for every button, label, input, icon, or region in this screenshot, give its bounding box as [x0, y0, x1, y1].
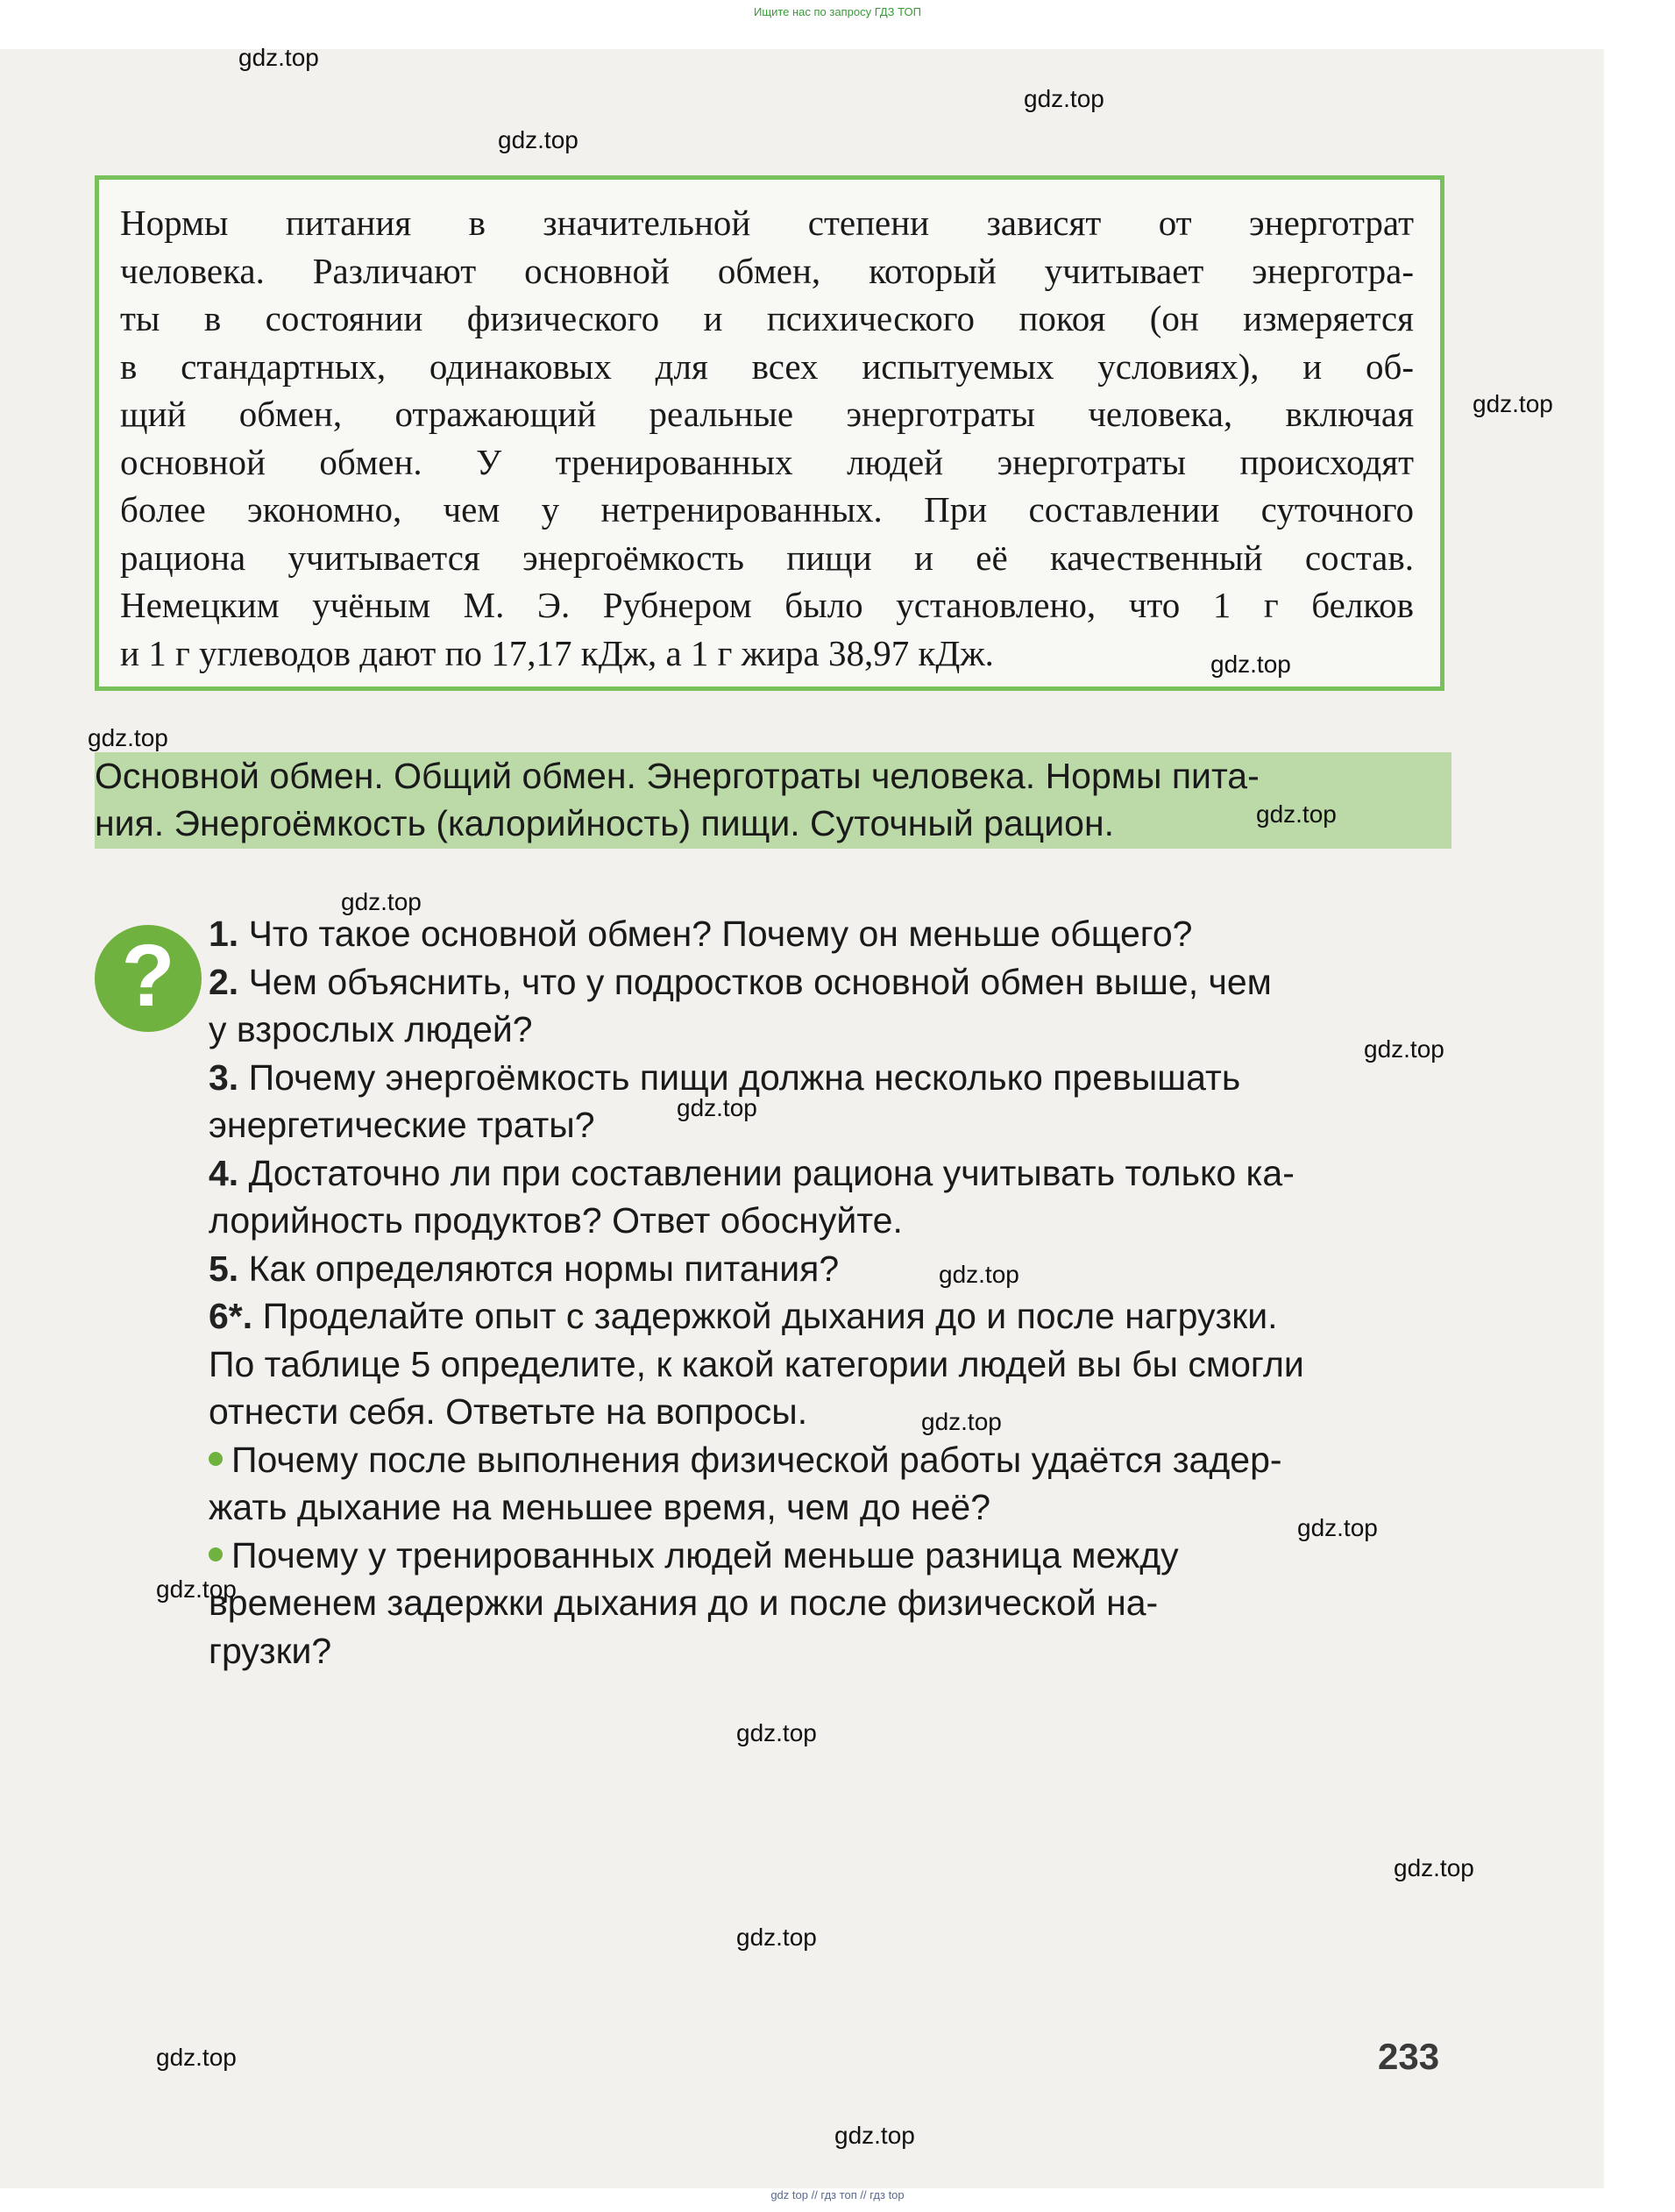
info-line: ты в состоянии физического и психического покоя (он измеряется	[120, 298, 1414, 338]
key-terms	[95, 752, 1444, 847]
key-terms-line: ния. Энергоёмкость (калорийность) пищи. Суточный рацион.	[95, 803, 1114, 843]
watermark: gdz.top	[1297, 1514, 1378, 1541]
watermark: gdz.top	[1364, 1035, 1444, 1063]
bullet-icon	[209, 1547, 223, 1561]
question-4	[209, 1149, 1453, 1198]
question-6-cont: отнести себя. Ответьте на вопросы.	[209, 1391, 808, 1432]
bottom-search-link[interactable]: gdz top // гдз топ // гдз top	[770, 2188, 905, 2201]
question-number: 5.	[209, 1248, 239, 1289]
top-search-link[interactable]: Ищите нас по запросу ГДЗ ТОП	[754, 5, 921, 18]
watermark: gdz.top	[921, 1408, 1002, 1435]
page-number: 233	[1378, 2036, 1440, 2077]
question-text: Почему энергоёмкость пищи должна несколько превышать	[248, 1056, 1241, 1098]
watermark: gdz.top	[341, 888, 422, 915]
question-5	[209, 1245, 1453, 1293]
watermark: gdz.top	[834, 2122, 915, 2149]
watermark: gdz.top	[238, 44, 319, 71]
questions-list	[209, 910, 1453, 1675]
question-2-cont: у взрослых людей?	[209, 1009, 533, 1049]
info-line: более экономно, чем у нетренированных. При составлении суточного	[120, 489, 1414, 530]
watermark: gdz.top	[1256, 800, 1337, 828]
watermark: gdz.top	[677, 1094, 757, 1121]
key-terms-line: Основной обмен. Общий обмен. Энерготраты человека. Нормы пита-	[95, 756, 1260, 796]
watermark: gdz.top	[156, 2044, 237, 2071]
watermark: gdz.top	[1394, 1854, 1474, 1881]
question-number: 1.	[209, 914, 239, 954]
question-number: 4.	[209, 1152, 239, 1193]
watermark: gdz.top	[736, 1924, 817, 1951]
question-number: 6*.	[209, 1296, 253, 1336]
question-1	[209, 910, 1453, 958]
info-line: и 1 г углеводов дают по 17,17 кДж, а 1 г жира 38,97 кДж.	[120, 632, 994, 673]
bullet-icon	[209, 1452, 223, 1466]
info-line: щий обмен, отражающий реальные энерготраты человека, включая	[120, 394, 1414, 434]
question-text: Чем объяснить, что у подростков основной обмен выше, чем	[248, 961, 1272, 1002]
question-mark-icon	[95, 925, 202, 1032]
watermark: gdz.top	[1210, 651, 1291, 678]
watermark: gdz.top	[156, 1575, 237, 1603]
watermark: gdz.top	[88, 724, 168, 751]
watermark: gdz.top	[736, 1719, 817, 1746]
question-number: 2.	[209, 961, 239, 1002]
watermark: gdz.top	[1024, 85, 1104, 112]
info-line: человека. Различают основной обмен, который учитывает энерготра-	[120, 250, 1414, 291]
question-mark-glyph: ?	[121, 927, 175, 1025]
sub-question-text: Почему после выполнения физической работы удаётся задер-	[231, 1439, 1282, 1480]
watermark: gdz.top	[498, 126, 578, 153]
question-2	[209, 958, 1453, 1006]
question-3	[209, 1054, 1453, 1102]
question-text: Как определяются нормы питания?	[248, 1248, 840, 1289]
info-line: в стандартных, одинаковых для всех испытуемых условиях), и об-	[120, 345, 1414, 387]
info-line: Нормы питания в значительной степени зависят от энерготрат	[120, 203, 1414, 243]
question-text: Что такое основной обмен? Почему он меньше общего?	[248, 914, 1193, 954]
info-line: основной обмен. У тренированных людей энерготраты происходят	[120, 441, 1414, 482]
info-line: Немецким учёным М. Э. Рубнером было установлено, что 1 г белков	[120, 585, 1414, 625]
sub-question-2	[209, 1532, 1453, 1580]
sub-question-1	[209, 1436, 1453, 1484]
question-text: Достаточно ли при составлении рациона учитывать только ка-	[248, 1152, 1295, 1193]
info-box	[95, 175, 1444, 691]
question-3-cont: энергетические траты?	[209, 1105, 595, 1145]
question-4-cont: лорийность продуктов? Ответ обоснуйте.	[209, 1200, 903, 1241]
sub-question-text: Почему у тренированных людей меньше разница между	[231, 1534, 1179, 1575]
watermark: gdz.top	[939, 1261, 1019, 1288]
watermark: gdz.top	[1473, 390, 1553, 417]
sub-question-2-cont: временем задержки дыхания до и после физической на-	[209, 1583, 1159, 1623]
question-number: 3.	[209, 1056, 239, 1098]
sub-question-1-cont: жать дыхание на меньшее время, чем до неё?	[209, 1487, 991, 1527]
question-6	[209, 1292, 1453, 1341]
sub-question-2-cont: грузки?	[209, 1630, 332, 1671]
info-line: рациона учитывается энергоёмкость пищи и её качественный состав.	[120, 537, 1414, 578]
question-6-cont: По таблице 5 определите, к какой категории людей вы бы смогли	[209, 1343, 1304, 1384]
question-text: Проделайте опыт с задержкой дыхания до и после нагрузки.	[262, 1296, 1278, 1336]
